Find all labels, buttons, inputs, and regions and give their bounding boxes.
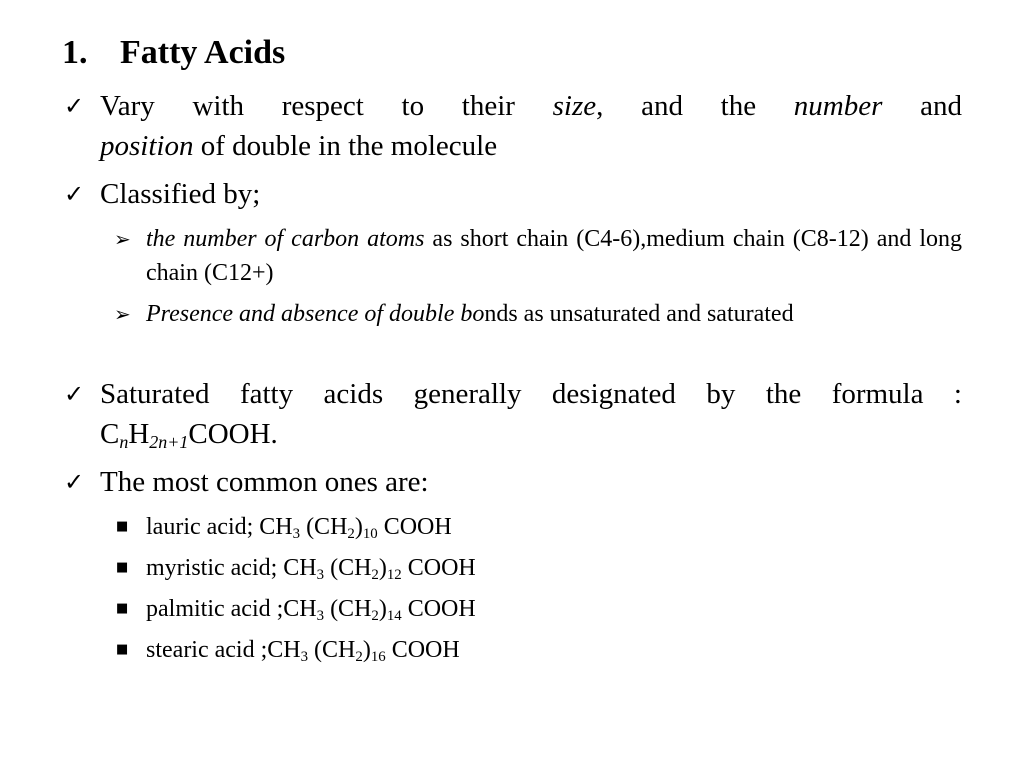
text-run: The most common ones are:	[100, 466, 429, 498]
text-run: nds as unsaturated and saturated	[484, 301, 794, 327]
acid-text: stearic acid ;CH	[146, 637, 301, 663]
acid-text: )	[362, 637, 371, 663]
italic-term: the number of carbon atoms	[146, 226, 425, 252]
square-bullet-icon: ■	[116, 519, 129, 534]
text-run: Vary with respect to their	[100, 90, 553, 122]
square-bullet-icon: ■	[116, 601, 129, 616]
acid-text: COOH	[385, 637, 460, 663]
acid-sub: 3	[292, 526, 301, 543]
title-text: Fatty Acids	[120, 34, 286, 71]
italic-term: Presence and absence of double bo	[146, 301, 485, 327]
acid-text: lauric acid; CH	[146, 514, 293, 540]
subbullet-double-bonds	[114, 297, 962, 331]
italic-term: size	[552, 90, 597, 122]
text-run: and	[882, 90, 962, 122]
acid-text: (CH	[300, 514, 348, 540]
bullet-classified-by	[64, 174, 962, 214]
acid-text: COOH	[401, 555, 476, 581]
arrowhead-icon: ➢	[114, 302, 131, 326]
acid-text: (CH	[324, 555, 372, 581]
checkmark-icon: ✓	[64, 92, 85, 120]
formula-part: n	[119, 432, 129, 453]
text-run: of double in the molecule	[193, 130, 498, 162]
checkmark-icon: ✓	[64, 180, 85, 208]
title-number: 1.	[62, 34, 88, 71]
acid-text: palmitic acid ;CH	[146, 596, 317, 622]
italic-term: position	[100, 130, 194, 162]
text-run: Saturated fatty acids generally designated by the formula :	[100, 378, 962, 410]
italic-term: number	[793, 90, 883, 122]
acid-sub: 10	[362, 526, 378, 543]
acid-sub: 14	[386, 608, 402, 625]
text-run: Classified by;	[100, 178, 261, 210]
bullet-saturated-formula	[64, 374, 962, 454]
acid-text: (CH	[308, 637, 356, 663]
acid-sub: 3	[316, 567, 325, 584]
formula	[100, 414, 962, 454]
text-run: as short chain (C4-6),medium chain (C8-12) and long chain (C12+)	[146, 226, 962, 286]
acid-text: )	[378, 596, 387, 622]
acid-sub: 16	[370, 649, 386, 666]
slide-title	[62, 30, 285, 76]
acid-sub: 2	[347, 526, 355, 543]
arrowhead-icon: ➢	[114, 227, 131, 251]
bullet-most-common	[64, 462, 962, 502]
acid-sub: 3	[300, 649, 309, 666]
acid-sub: 3	[316, 608, 325, 625]
list-item	[116, 551, 962, 585]
text-run: , and the	[596, 90, 794, 122]
acid-text: COOH	[377, 514, 452, 540]
acid-text: )	[378, 555, 387, 581]
list-item	[116, 510, 962, 544]
acid-sub: 2	[355, 649, 363, 666]
formula-part: H	[128, 418, 150, 450]
list-item	[116, 592, 962, 626]
list-item	[116, 633, 962, 667]
acid-text: (CH	[324, 596, 372, 622]
square-bullet-icon: ■	[116, 642, 129, 657]
acid-sub: 2	[371, 608, 379, 625]
formula-part: 2n+1	[149, 432, 189, 453]
acid-text: )	[354, 514, 363, 540]
square-bullet-icon: ■	[116, 560, 129, 575]
acid-sub: 2	[371, 567, 379, 584]
formula-part: C	[100, 418, 120, 450]
formula-part: COOH.	[188, 418, 278, 450]
acid-text: COOH	[401, 596, 476, 622]
acid-sub: 12	[386, 567, 402, 584]
subbullet-carbon-atoms	[114, 222, 962, 290]
acid-text: myristic acid; CH	[146, 555, 317, 581]
checkmark-icon: ✓	[64, 468, 85, 496]
bullet-size-number-position	[64, 86, 962, 166]
checkmark-icon: ✓	[64, 380, 85, 408]
